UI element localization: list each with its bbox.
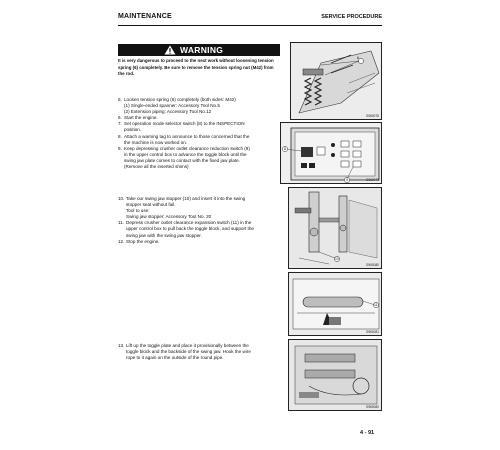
callout-8: 8 [284,147,286,151]
figure-tension-spring [290,42,382,120]
step-item: 13. Lift up the toggle plate and place it provisionally between the [118,343,249,348]
step-continuation: swing jaw plate comes to contact with the fixed jaw plate. [124,157,240,163]
step-item: 12. Stop the engine. [118,238,160,244]
step-item: 8. Attach a warning tag to announce to those concerned that the [118,133,250,139]
figure-id: G960078 [365,114,379,118]
page-number: 4 - 91 [360,430,375,436]
tension-spring-illustration [291,43,382,120]
step-continuation: stopper seat without fail. [126,202,176,208]
step-continuation: swing jaw with the swing jaw stopper. [126,232,202,238]
step-continuation: toggle block and the backside of the swing jaw. Hook the wire [126,349,251,355]
section-subtitle: SERVICE PROCEDURE [321,14,382,20]
section-title: MAINTENANCE [118,13,172,20]
callout-11: 11 [374,303,378,307]
callout-9: 9 [346,178,348,182]
steps-group-b [118,196,310,245]
figure-toggle-plate [288,339,382,411]
figure-id: G960079 [365,178,379,182]
warning-title: WARNING [180,45,224,55]
step-item: 5. Loosen tension spring (6) completely (both sides: M42) [118,97,236,102]
step-subitem: (2) Extension piping: Accessory Tool No.12 [124,109,212,115]
step-item: 10. Take our swing jaw stopper (10) and insert it into the swing [118,196,246,201]
step-item: 6. Start the engine. [118,115,158,121]
step-continuation: position. [124,127,142,133]
control-box-illustration [281,123,382,184]
step-continuation: in the upper control box to advance the toggle block until the [124,151,247,157]
figure-id: G960082 [365,405,379,409]
warning-icon [164,45,176,55]
warning-line: the rod. [118,71,135,77]
page-header [118,12,382,26]
figure-id: G960080 [365,263,379,267]
warning-text [118,58,280,78]
step-continuation: (Remove all the inserted shims) [124,164,189,170]
step-continuation: Tool to use: [126,208,150,214]
figure-id: G960081 [365,330,379,334]
steps-group-c [118,343,310,361]
step-continuation: rope to it again on the outside of the round pipe. [126,355,224,361]
step-subitem: (1) Single-ended spanner: Accessory Tool No.5 [124,103,220,109]
step-continuation: upper control box to pull back the toggle block, and support the [126,226,254,232]
step-item: 9. Keep depressing crusher outlet clearance reduction switch (9) [118,145,250,151]
toggle-block-illustration [289,273,382,336]
step-continuation: the machine is now worked on. [124,139,188,145]
callout-10: 10 [335,257,339,261]
warning-line: It is very dangerous to proceed to the next work without loosening tension [118,58,274,63]
step-item: 7. Set operation mode selector switch (8) to the INSPECTION [118,121,245,127]
figure-control-box [280,122,382,184]
warning-block [118,44,280,88]
warning-line: spring (6) completely. Be sure to remove the tension spring nut (M42) from [118,64,274,70]
figure-swing-jaw-stopper [288,187,382,269]
step-continuation: Swing jaw stopper: Accessory Tool No. 20 [126,214,212,220]
figure-toggle-block [288,272,382,336]
callout-6: 6 [357,56,359,60]
step-item: 11. Depress crusher outlet clearance expansion switch (11) in the [118,220,252,226]
toggle-plate-illustration [289,340,382,411]
